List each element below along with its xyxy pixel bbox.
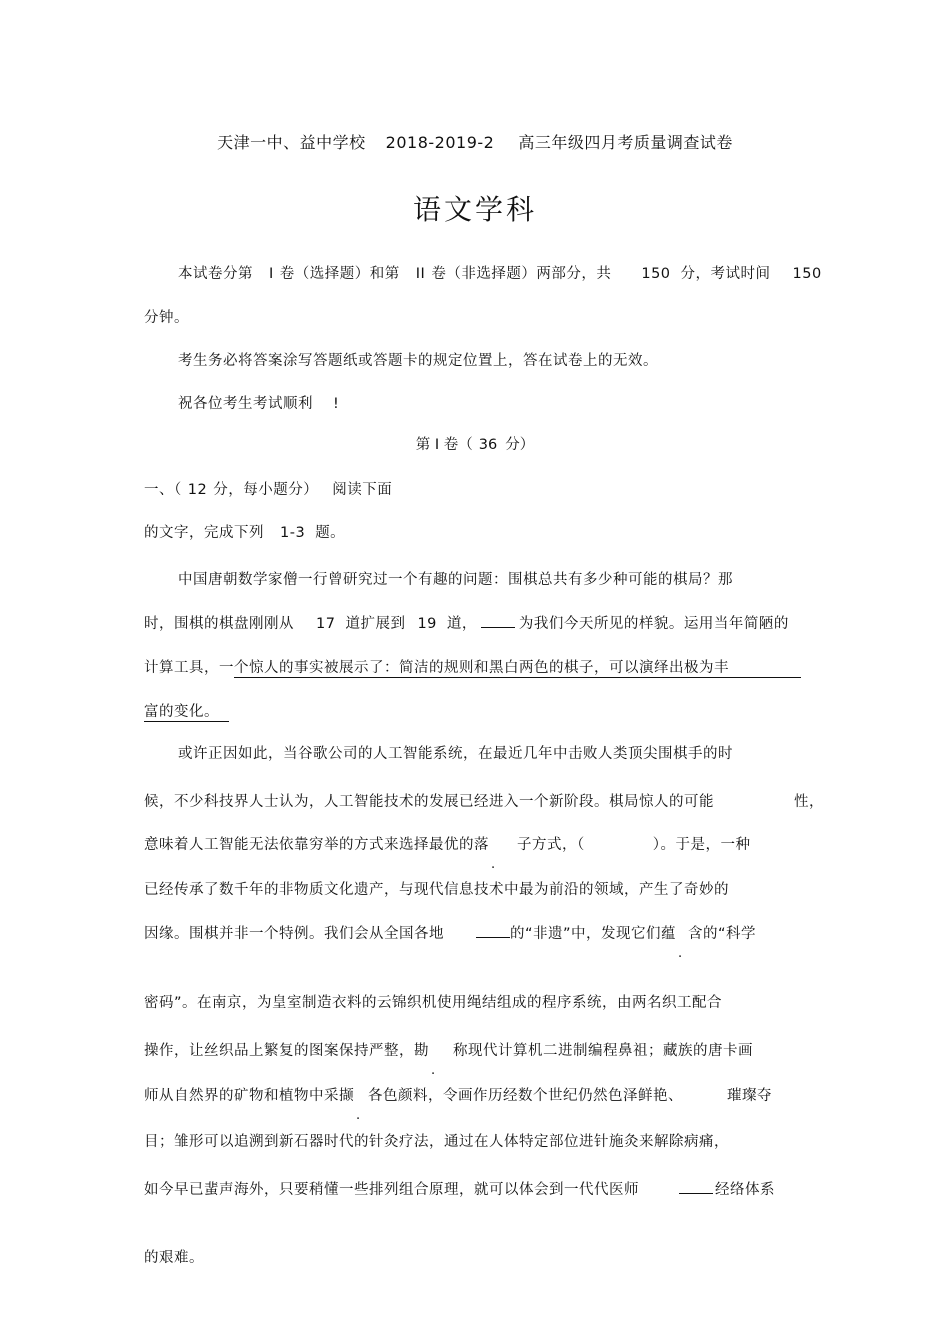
passage-line: 的艰难。 [144,1250,204,1266]
text: 各色颜料，令画作历经数个世纪仍然色泽鲜艳、 [368,1088,683,1104]
exam-school: 天津一中、益中学校 [217,133,366,152]
instruction-line-3: 考生务必将答案涂写答题纸或答题卡的规定位置上，答在试卷上的无效。 [178,353,658,369]
text: 候，不少科技界人士认为，人工智能技术的发展已经进入一个新阶段。棋局惊人的可能 [144,794,714,810]
text: 一、（ [144,482,182,498]
text: ! [333,396,340,412]
text: 因缘。围棋并非一个特例。我们会从全国各地 [144,926,444,942]
text: 150 [792,266,822,282]
text: 性， [794,794,824,810]
section-heading [144,478,392,499]
text: 150 [641,266,671,282]
text: 卷（选择题）和第 [279,266,400,282]
answer-blank [679,1192,713,1194]
text: 第 I 卷（ [415,437,473,453]
text: 12 [187,482,208,498]
answer-blank [481,626,515,628]
instruction-line-1 [178,262,822,283]
instruction-line-4 [178,392,339,413]
part-title [0,433,950,454]
passage-line [144,1130,729,1151]
passage-line [144,790,824,811]
underlined-sentence-end: 富的变化。 [144,704,229,722]
underlined-sentence: 个惊人的事实被展示了：简洁的规则和黑白两色的棋子，可以演绎出极为丰 [234,660,801,678]
exam-title [0,130,950,153]
text: 到新石器时代的针灸 [264,1134,399,1150]
text: I [269,266,274,282]
section-instruction [144,521,345,542]
text: 的文字，完成下列 [144,525,264,541]
text: 意味着人工智能无法依靠穷举的方式来选择最优的落 [144,837,489,853]
passage-line [144,1039,753,1060]
text: 36 [478,437,498,453]
passage-line [144,612,789,633]
text: 师从自然界的矿物和植物中采撷 [144,1088,354,1104]
text: 声海外，只要稍懂一些排列组合原理，就可以体会到一代代医师 [219,1182,639,1198]
exam-year: 2018-2019-2 [385,133,495,152]
passage-line [144,1178,775,1199]
text: 如今早已蜚 [144,1182,219,1198]
text: II [415,266,426,282]
passage-line [144,922,756,943]
text: 本试卷分第 [178,266,253,282]
passage-line [144,1084,772,1105]
text: 操作，让丝织品上繁复的图案保持严整，勘 [144,1043,429,1059]
text: 阅读下面 [332,482,393,498]
text: 的“非遗”中，发现它们蕴 [510,926,677,942]
text: 卷（非选择题）两部分，共 [431,266,612,282]
text: 含的“科学 [688,926,757,942]
text: 璀璨夺 [727,1088,772,1104]
passage-line: 或许正因如此，当谷歌公司的人工智能系统，在最近几年中击败人类顶尖围棋手的时 [178,746,733,762]
text: 19 [417,616,437,632]
text: 目；雏 [144,1134,189,1150]
text: 计算工具，一 [144,660,234,676]
passage-line [144,833,751,854]
text: 经络体系 [715,1182,775,1198]
exam-name: 高三年级四月考质量调查试卷 [518,133,733,152]
text: 分，考试时间 [680,266,771,282]
text: ）。于是，一种 [652,837,751,853]
subject-title: 语文学科 [412,193,537,226]
passage-line [144,700,229,721]
text: 分，每小题分） [213,482,319,498]
text: 分） [505,437,535,453]
text: 祝各位考生考试顺利 [178,396,313,412]
text: 疗法，通过在人体特定部位进针施灸来解除病痛， [399,1134,729,1150]
answer-blank [476,936,510,938]
text: 时，围棋的棋盘刚刚从 [144,616,294,632]
text: 17 [316,616,336,632]
text: 题。 [315,525,346,541]
text: 道， [446,616,477,632]
text: 形可以追溯 [189,1134,264,1150]
passage-line: 已经传承了数千年的非物质文化遗产，与现代信息技术中最为前沿的领域，产生了奇妙的 [144,882,729,898]
text: 称现代计算机二进制编程鼻祖；藏族的唐卡画 [453,1043,753,1059]
passage-line [144,656,801,677]
passage-line: 密码”。在南京，为皇室制造衣料的云锦织机使用绳结组成的程序系统，由两名织工配合 [144,995,723,1011]
text: 道扩展到 [345,616,406,632]
passage-line: 中国唐朝数学家僧一行曾研究过一个有趣的问题：围棋总共有多少种可能的棋局？那 [178,572,733,588]
text: 为我们今天所见的样貌。运用当年简陋的 [518,616,789,632]
text: 1-3 [280,525,306,541]
text: 子方式，（ [517,837,585,853]
instruction-line-2: 分钟。 [144,310,189,326]
